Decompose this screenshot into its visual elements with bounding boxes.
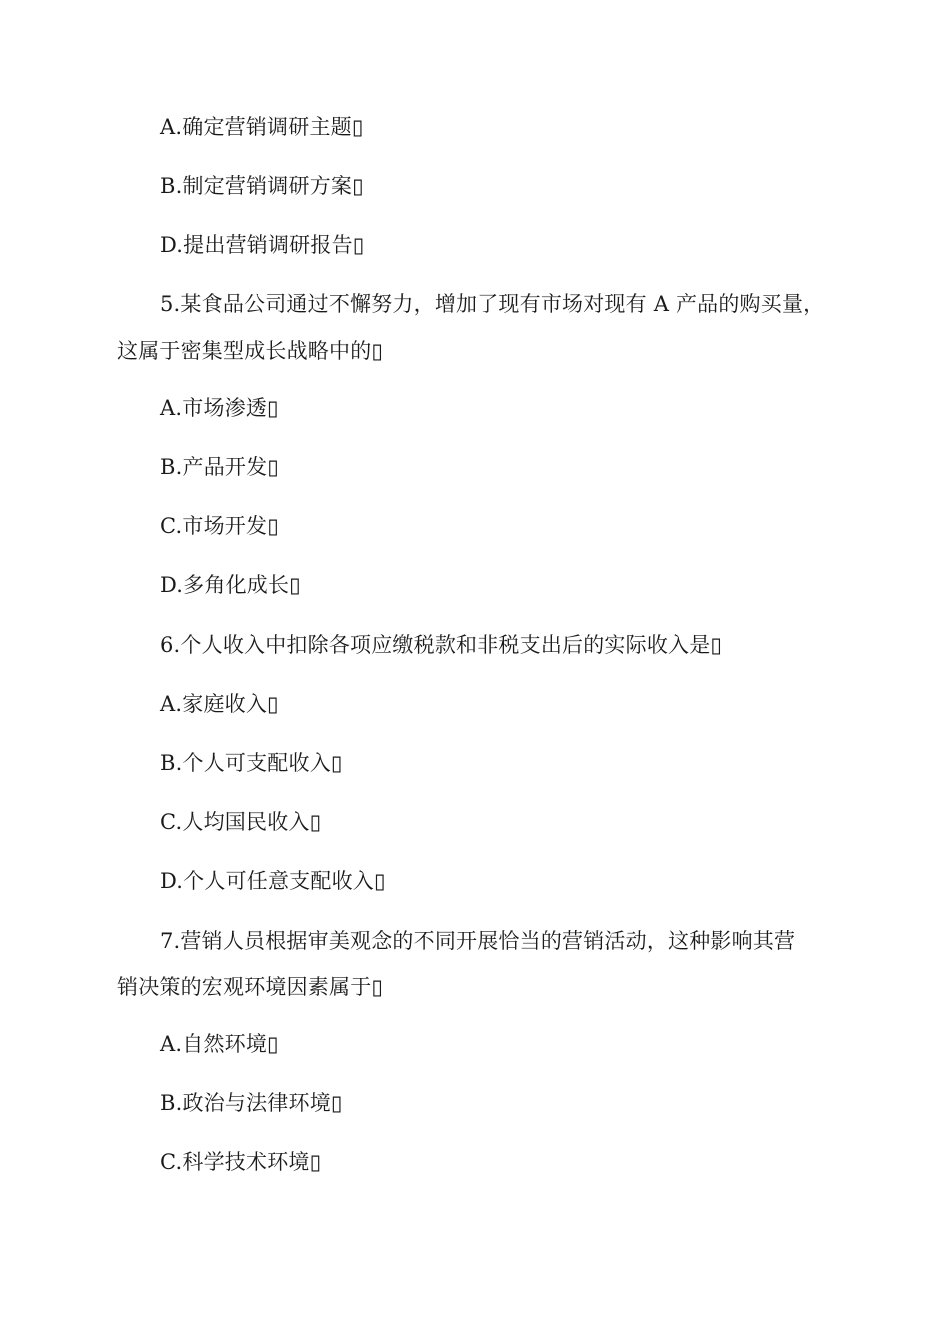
- q4-option-d: D.提出营销调研报告▯: [160, 233, 365, 257]
- question-5-line-2: 这属于密集型成长战略中的▯: [117, 339, 384, 363]
- q7-option-a: A.自然环境▯: [160, 1032, 279, 1056]
- question-6: 6.个人收入中扣除各项应缴税款和非税支出后的实际收入是▯: [160, 633, 723, 657]
- q6-option-d: D.个人可任意支配收入▯: [160, 869, 386, 893]
- q5-option-b: B.产品开发▯: [160, 455, 280, 479]
- q4-option-a: A.确定营销调研主题▯: [160, 115, 364, 139]
- question-7-line-1: 7.营销人员根据审美观念的不同开展恰当的营销活动，这种影响其营: [160, 929, 796, 953]
- q7-option-c: C.科学技术环境▯: [160, 1150, 322, 1174]
- q4-option-b: B.制定营销调研方案▯: [160, 174, 364, 198]
- q6-option-b: B.个人可支配收入▯: [160, 751, 343, 775]
- q5-option-c: C.市场开发▯: [160, 514, 279, 538]
- q7-option-b: B.政治与法律环境▯: [160, 1091, 343, 1115]
- question-7-line-2: 销决策的宏观环境因素属于▯: [117, 975, 384, 999]
- question-5-line-1: 5.某食品公司通过不懈努力，增加了现有市场对现有 A 产品的购买量，: [160, 292, 825, 316]
- q6-option-a: A.家庭收入▯: [160, 692, 279, 716]
- q5-option-d: D.多角化成长▯: [160, 573, 301, 597]
- q5-option-a: A.市场渗透▯: [160, 396, 279, 420]
- q6-option-c: C.人均国民收入▯: [160, 810, 322, 834]
